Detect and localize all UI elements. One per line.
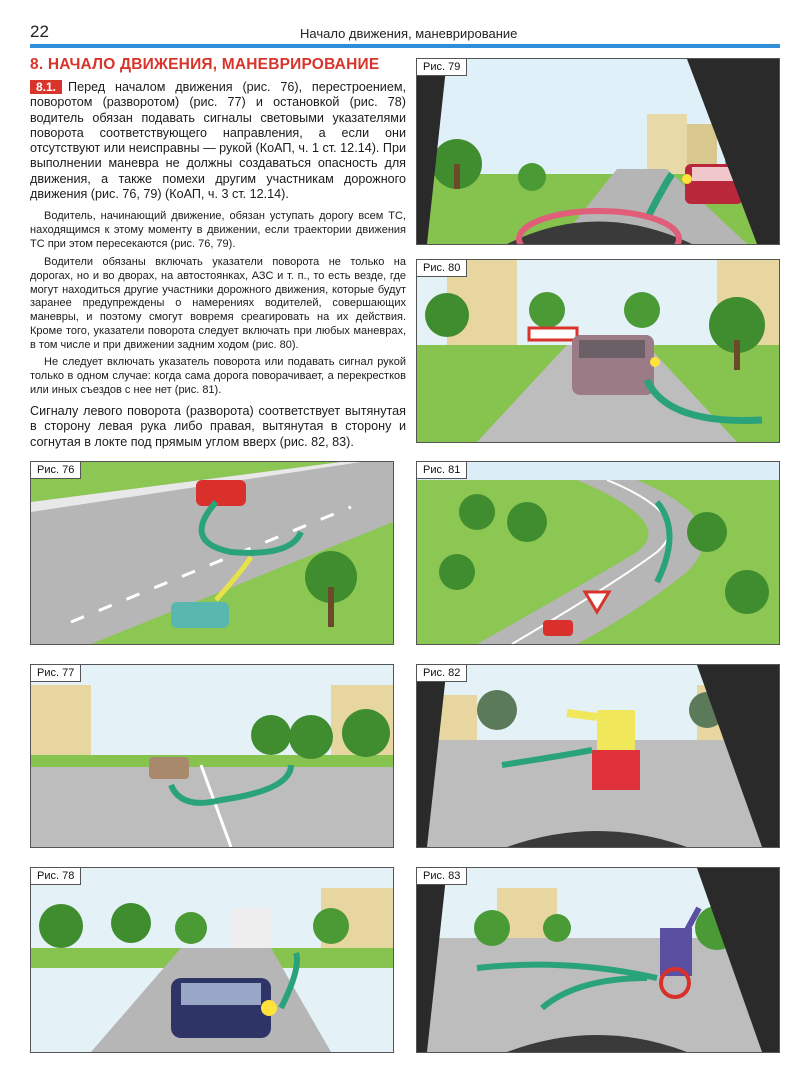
page-header bbox=[0, 0, 809, 46]
figure-78-label: Рис. 78 bbox=[31, 868, 81, 885]
figure-83 bbox=[416, 867, 780, 1053]
paragraph-4-text: Сигналу левого поворота (разворота) соответствует вытянутая в сторону левая рука либо правая, вытянутая в сторону и согнутая в локте под прямым углом вверх (рис. 82, 83). bbox=[30, 404, 406, 449]
rule-paragraph bbox=[30, 80, 406, 202]
figure-83-label: Рис. 83 bbox=[417, 868, 467, 885]
figure-80-label: Рис. 80 bbox=[417, 260, 467, 277]
page-number: 22 bbox=[30, 22, 49, 41]
paragraph-1 bbox=[30, 210, 406, 251]
rule-number-badge: 8.1. bbox=[30, 80, 62, 94]
paragraph-2-text: Водители обязаны включать указатели поворота не только на дорогах, но и во дворах, на автостоянках, АЗС и т. п., то есть везде, где могут находиться другие участники дорожного движения, которые будут заранее предупреждены о намерениях водителей, совершающих маневры, и поэтому смогут вовремя среагировать на их действия. Кроме того, указатели поворота следует включать при любых маневрах, в том числе и при движении задним ходом (рис. 80). bbox=[30, 256, 406, 351]
header-rule bbox=[30, 44, 780, 48]
figure-81-label: Рис. 81 bbox=[417, 462, 467, 479]
figure-76-label: Рис. 76 bbox=[31, 462, 81, 479]
figure-82 bbox=[416, 664, 780, 848]
figure-78 bbox=[30, 867, 394, 1053]
paragraph-1-text: Водитель, начинающий движение, обязан уступать дорогу всем ТС, находящимся к этому моменту в движении, если траектории движения ТС при этом пересекаются (рис. 76, 79). bbox=[30, 210, 406, 250]
figure-80-illustration bbox=[417, 260, 779, 442]
figure-82-label: Рис. 82 bbox=[417, 665, 467, 682]
figure-76 bbox=[30, 461, 394, 645]
figure-81 bbox=[416, 461, 780, 645]
figure-83-illustration bbox=[417, 868, 779, 1052]
figure-77-illustration bbox=[31, 665, 393, 847]
paragraph-3 bbox=[30, 356, 406, 397]
paragraph-4 bbox=[30, 404, 406, 450]
figure-81-illustration bbox=[417, 462, 779, 644]
rule-text: Перед началом движения (рис. 76), перестроением, поворотом (разворотом) (рис. 77) и остановкой (рис. 78) водитель обязан подавать сигналы световыми указателями поворота соответствующего направления, а если они отсутствуют или неисправны — рукой (КоАП, ч. 1 ст. 12.14). При выполнении маневра не должны создаваться опасность для движения, а также помехи другим участникам дорожного движения (рис. 76, 79) (КоАП, ч. 3 ст. 12.14). bbox=[30, 80, 406, 202]
figure-80 bbox=[416, 259, 780, 443]
figure-79 bbox=[416, 58, 780, 245]
figure-79-label: Рис. 79 bbox=[417, 59, 467, 76]
figure-78-illustration bbox=[31, 868, 393, 1052]
figure-77-label: Рис. 77 bbox=[31, 665, 81, 682]
running-title: Начало движения, маневрирование bbox=[300, 26, 518, 41]
figure-82-illustration bbox=[417, 665, 779, 847]
paragraph-2 bbox=[30, 256, 406, 353]
figure-79-illustration bbox=[417, 59, 779, 244]
figure-77 bbox=[30, 664, 394, 848]
paragraph-3-text: Не следует включать указатель поворота или подавать сигнал рукой только в одном случае: когда сама дорога поворачивает, а перекрестков или иных съездов с нее нет (рис. 81). bbox=[30, 356, 406, 396]
section-title: 8. НАЧАЛО ДВИЖЕНИЯ, МАНЕВРИРОВАНИЕ bbox=[30, 56, 380, 73]
figure-76-illustration bbox=[31, 462, 393, 644]
